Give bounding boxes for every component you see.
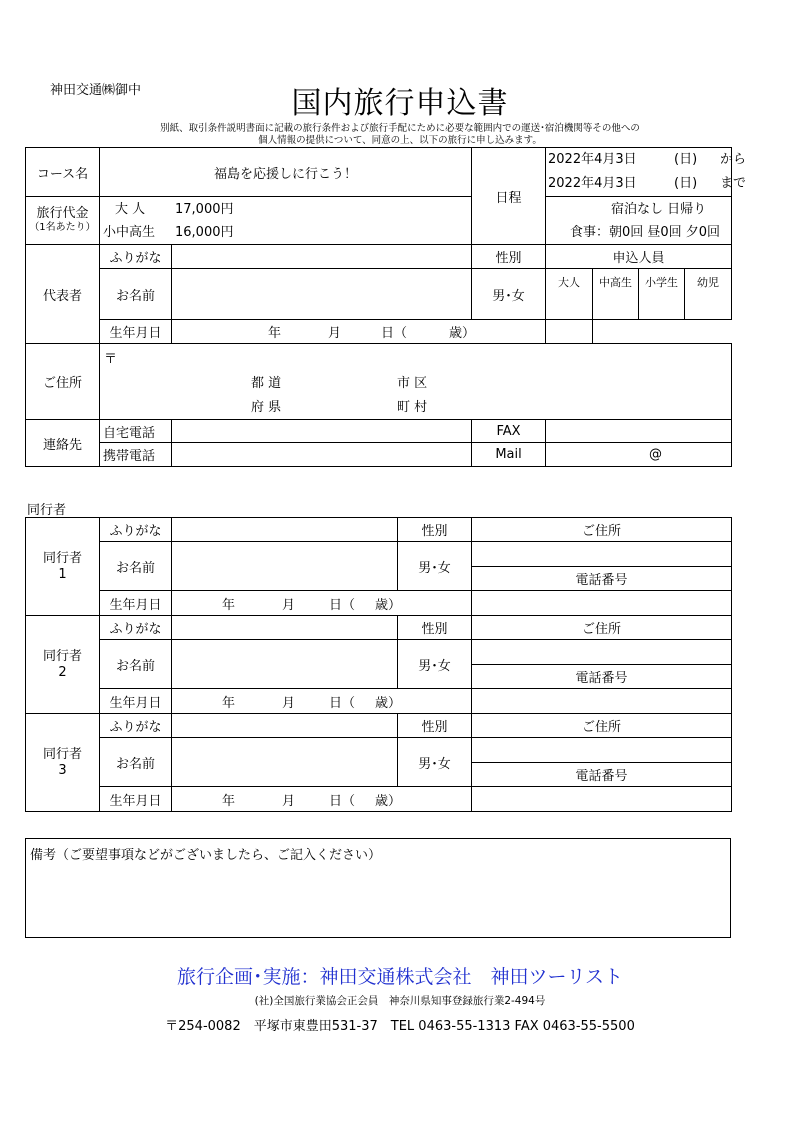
companion-2-name-label: お名前 xyxy=(100,640,172,689)
companion-3-phone-label: 電話番号 xyxy=(472,763,732,787)
companion-1-birth-month: 月 xyxy=(281,597,295,613)
city-top: 市 区 xyxy=(397,376,428,391)
prefecture-top: 都 道 xyxy=(251,376,282,391)
rep-gender-select[interactable]: 男･女 xyxy=(472,269,546,320)
fee-label: 旅行代金 xyxy=(36,205,89,221)
companion-3-phone-input[interactable] xyxy=(472,787,732,812)
companion-3-gender-select[interactable]: 男･女 xyxy=(398,738,472,787)
postal-mark: 〒 xyxy=(104,352,118,367)
fee-note: （1名あたり） xyxy=(29,221,96,233)
consent-notice xyxy=(80,123,720,147)
fee-label-cell xyxy=(26,197,100,245)
mail-input[interactable] xyxy=(546,443,732,467)
companion-2-birth-age: 歳） xyxy=(374,695,401,711)
city-bottom: 町 村 xyxy=(397,400,428,415)
companion-1-birth-year: 年 xyxy=(221,597,235,613)
from-word: から xyxy=(720,152,747,167)
addressee: 神田交通㈱御中 xyxy=(50,83,142,98)
remarks-box[interactable] xyxy=(25,838,731,938)
remarks-label: 備考（ご要望事項などがございましたら、ご記入ください） xyxy=(30,848,382,863)
companion-3-birth-month: 月 xyxy=(281,793,295,809)
date-to[interactable]: 2022年4月3日 xyxy=(548,176,637,191)
fee-values xyxy=(100,197,472,245)
date-from[interactable]: 2022年4月3日 xyxy=(548,152,637,167)
companion-2-phone-input[interactable] xyxy=(472,689,732,714)
companion-1-number: 1 xyxy=(58,566,67,582)
notice-line-1: 別紙、取引条件説明書面に記載の旅行条件および旅行手配にために必要な範囲内での運送･宿泊機関等その他への xyxy=(160,123,640,134)
companion-2-birth-year: 年 xyxy=(221,695,235,711)
companion-3-gender-label: 性別 xyxy=(398,714,472,738)
companion-3-name-label: お名前 xyxy=(100,738,172,787)
student-label: 小中高生 xyxy=(103,224,156,240)
count-middle-high[interactable]: 中高生 xyxy=(593,269,639,320)
application-table xyxy=(25,147,747,467)
rep-gender-label: 性別 xyxy=(472,245,546,269)
companion-2-number: 2 xyxy=(58,664,67,680)
count-elementary[interactable]: 小学生 xyxy=(639,269,685,320)
companion-2-birth-day: 日（ xyxy=(328,695,355,711)
rep-birth-day: 日（ xyxy=(380,326,407,341)
dow-from: (日) xyxy=(674,152,698,167)
companion-1-birth-label: 生年月日 xyxy=(100,591,172,616)
company-contact: 〒254-0082 平塚市東豊田531-37 TEL 0463-55-1313 FAX 0463-55-5500 xyxy=(165,1019,635,1034)
notice-line-2: 個人情報の提供について、同意の上、以下の旅行に申し込みます。 xyxy=(258,135,542,146)
companion-1-label-cell xyxy=(26,518,100,616)
companion-1-label: 同行者 xyxy=(42,550,82,566)
companion-2-label: 同行者 xyxy=(42,648,82,664)
count-infant[interactable]: 幼児 xyxy=(685,269,732,320)
companion-1-gender-select[interactable]: 男･女 xyxy=(398,542,472,591)
applicants-label: 申込人員 xyxy=(546,245,732,269)
companion-2-address-input[interactable] xyxy=(472,640,732,665)
meal-info: 食事：朝0回 昼0回 夕0回 xyxy=(569,224,721,240)
companion-1-address-label: ご住所 xyxy=(472,518,732,542)
companion-block-3 xyxy=(26,714,732,812)
companion-3-birth-label: 生年月日 xyxy=(100,787,172,812)
companion-3-furigana-input[interactable] xyxy=(172,714,398,738)
association-info: (社)全国旅行業協会正会員 神奈川県知事登録旅行業2-494号 xyxy=(254,995,546,1007)
rep-name-label: お名前 xyxy=(100,269,172,320)
prefecture-bottom: 府 県 xyxy=(251,400,282,415)
companion-2-gender-select[interactable]: 男･女 xyxy=(398,640,472,689)
rep-birth-blank xyxy=(546,320,593,344)
rep-furigana-input[interactable] xyxy=(172,245,472,269)
at-mark: @ xyxy=(649,447,663,462)
companion-3-label: 同行者 xyxy=(42,746,82,762)
companion-2-label-cell xyxy=(26,616,100,714)
companion-3-address-label: ご住所 xyxy=(472,714,732,738)
companion-2-birth-label: 生年月日 xyxy=(100,689,172,714)
home-phone-input[interactable] xyxy=(172,420,472,443)
companions-section-label: 同行者 xyxy=(27,503,67,518)
companion-1-birth-input[interactable] xyxy=(172,591,472,616)
companion-1-phone-label: 電話番号 xyxy=(472,567,732,591)
companion-3-address-input[interactable] xyxy=(472,738,732,763)
companion-1-phone-input[interactable] xyxy=(472,591,732,616)
rep-name-input[interactable] xyxy=(172,269,472,320)
fax-label: FAX xyxy=(472,420,546,443)
rep-birth-input[interactable] xyxy=(172,320,546,344)
rep-furigana-label: ふりがな xyxy=(100,245,172,269)
companion-1-address-input[interactable] xyxy=(472,542,732,567)
mobile-phone-input[interactable] xyxy=(172,443,472,467)
companion-2-address-label: ご住所 xyxy=(472,616,732,640)
companion-1-birth-age: 歳） xyxy=(374,597,401,613)
companion-1-furigana-label: ふりがな xyxy=(100,518,172,542)
adult-price: 17,000円 xyxy=(175,201,234,217)
fax-input[interactable] xyxy=(546,420,732,443)
schedule-label: 日程 xyxy=(472,148,546,245)
dow-to: (日) xyxy=(674,176,698,191)
mail-label: Mail xyxy=(472,443,546,467)
stay-meals xyxy=(546,197,732,245)
companion-1-name-label: お名前 xyxy=(100,542,172,591)
rep-birth-label: 生年月日 xyxy=(100,320,172,344)
course-value[interactable]: 福島を応援しに行こう！ xyxy=(100,148,472,197)
companion-2-gender-label: 性別 xyxy=(398,616,472,640)
companion-2-birth-input[interactable] xyxy=(172,689,472,714)
companion-2-furigana-input[interactable] xyxy=(172,616,398,640)
companion-2-birth-month: 月 xyxy=(281,695,295,711)
companion-3-birth-year: 年 xyxy=(221,793,235,809)
companions-table xyxy=(25,517,732,812)
count-adult[interactable]: 大人 xyxy=(546,269,593,320)
companion-2-phone-label: 電話番号 xyxy=(472,665,732,689)
rep-birth-age: 歳） xyxy=(448,326,475,341)
company-name: 旅行企画･実施：神田交通株式会社 神田ツーリスト xyxy=(176,966,624,988)
companion-1-birth-day: 日（ xyxy=(328,597,355,613)
companion-3-birth-input[interactable] xyxy=(172,787,472,812)
companion-2-furigana-label: ふりがな xyxy=(100,616,172,640)
student-price: 16,000円 xyxy=(175,224,234,240)
to-word: まで xyxy=(720,176,747,191)
course-label: コース名 xyxy=(26,148,100,197)
rep-birth-month: 月 xyxy=(327,326,341,341)
stay-info: 宿泊なし 日帰り xyxy=(610,201,707,217)
companion-3-number: 3 xyxy=(58,762,67,778)
schedule-dates xyxy=(546,148,747,197)
companion-3-label-cell xyxy=(26,714,100,812)
companion-1-furigana-input[interactable] xyxy=(172,518,398,542)
rep-birth-year: 年 xyxy=(267,326,281,341)
adult-label: 大 人 xyxy=(115,201,146,217)
address-input[interactable] xyxy=(100,344,732,420)
companion-3-name-input[interactable] xyxy=(172,738,398,787)
companion-block-2 xyxy=(26,616,732,714)
contact-label: 連絡先 xyxy=(26,420,100,467)
page-title: 国内旅行申込書 xyxy=(291,86,509,121)
address-label: ご住所 xyxy=(26,344,100,420)
companion-block-1 xyxy=(26,518,732,616)
companion-3-birth-day: 日（ xyxy=(328,793,355,809)
companion-2-name-input[interactable] xyxy=(172,640,398,689)
representative-label: 代表者 xyxy=(26,245,100,344)
companion-1-name-input[interactable] xyxy=(172,542,398,591)
companion-3-birth-age: 歳） xyxy=(374,793,401,809)
companion-1-gender-label: 性別 xyxy=(398,518,472,542)
home-phone-label: 自宅電話 xyxy=(100,420,172,443)
companion-3-furigana-label: ふりがな xyxy=(100,714,172,738)
mobile-phone-label: 携帯電話 xyxy=(100,443,172,467)
